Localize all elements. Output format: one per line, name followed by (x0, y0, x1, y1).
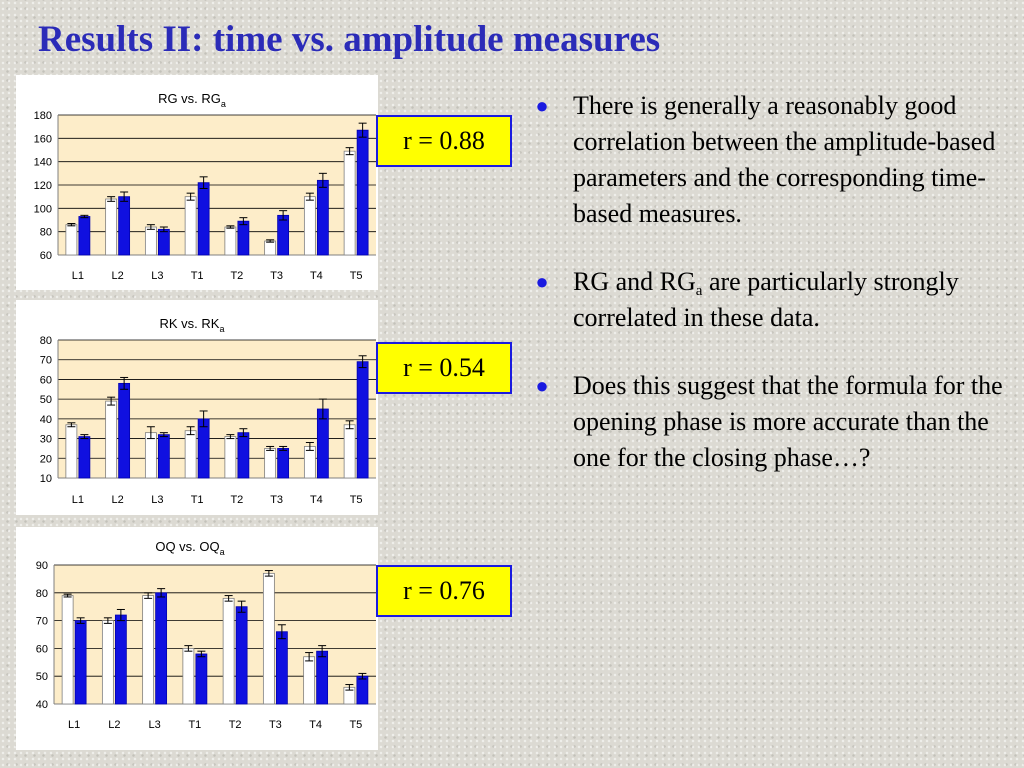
bar-t1-series2 (196, 654, 207, 704)
x-tick-label: T5 (349, 494, 363, 506)
x-tick-label: L3 (151, 494, 164, 506)
bullet-dot-icon: ● (535, 93, 549, 118)
y-tick-label: 50 (35, 671, 48, 684)
x-tick-label: L1 (71, 270, 84, 282)
x-tick-label: L2 (111, 494, 124, 506)
bar-t2-series2 (236, 607, 247, 704)
bar-l3-series1 (145, 433, 156, 478)
x-tick-label: L3 (151, 270, 164, 282)
slide-title: Results II: time vs. amplitude measures (38, 19, 661, 60)
y-tick-label: 60 (35, 643, 48, 656)
bullet-list (532, 88, 1012, 508)
x-tick-label: L3 (148, 719, 161, 731)
chart-panel-rg (16, 75, 378, 290)
bar-t3-series2 (278, 215, 289, 255)
x-tick-label: L1 (71, 494, 84, 506)
chart-title-subscript: a (219, 324, 225, 334)
y-tick-label: 120 (33, 180, 52, 192)
bullet-text: Does this suggest that the formula for the opening phase is more accurate than the one for the closing phase…? (573, 371, 1003, 472)
bar-t2-series2 (238, 433, 249, 478)
bar-l2-series1 (106, 199, 117, 255)
x-tick-label: T1 (190, 270, 204, 282)
bar-l3-series2 (158, 229, 169, 255)
bar-t5-series1 (344, 151, 355, 255)
bullet-dot-icon: ● (535, 373, 549, 398)
bullet-text-part: RG and RG (573, 267, 696, 296)
bar-t2-series1 (223, 598, 234, 704)
bar-l2-series2 (119, 197, 130, 255)
x-tick-label: T3 (270, 494, 284, 506)
bar-t3-series1 (263, 573, 274, 704)
bar-t5-series2 (357, 362, 368, 478)
x-tick-label: T4 (309, 719, 323, 731)
x-tick-label: T1 (190, 494, 204, 506)
correlation-box-rk: r = 0.54 (376, 342, 512, 394)
bar-l3-series2 (156, 593, 167, 704)
bar-l3-series2 (158, 435, 169, 478)
chart-title (155, 539, 224, 557)
y-tick-label: 70 (35, 615, 48, 628)
chart-panel-rk (16, 300, 378, 515)
correlation-box-rg: r = 0.88 (376, 115, 512, 167)
x-tick-label: T1 (188, 719, 202, 731)
x-tick-label: T3 (270, 270, 284, 282)
bullet-text (573, 267, 959, 332)
y-tick-label: 40 (39, 413, 52, 426)
chart-oq (16, 527, 378, 750)
bar-t5-series1 (344, 425, 355, 478)
bar-t1-series2 (198, 419, 209, 478)
x-tick-label: L2 (108, 719, 121, 731)
y-tick-label: 20 (39, 453, 52, 466)
bar-t2-series2 (238, 221, 249, 255)
chart-title (160, 316, 225, 334)
chart-title-subscript: a (220, 99, 226, 109)
bar-l2-series2 (119, 383, 130, 478)
x-tick-label: T4 (309, 270, 323, 282)
chart-rk (16, 300, 378, 515)
y-tick-label: 30 (39, 433, 52, 446)
bar-l1-series1 (66, 225, 77, 255)
bar-l3-series1 (145, 227, 156, 255)
bar-t2-series1 (225, 227, 236, 255)
y-tick-label: 90 (35, 560, 48, 572)
bar-t2-series1 (225, 437, 236, 478)
bar-t4-series2 (317, 180, 328, 255)
bullet-dot-icon: ● (535, 269, 549, 294)
y-tick-label: 140 (33, 156, 52, 169)
bar-l1-series2 (79, 437, 90, 478)
bar-l1-series1 (66, 425, 77, 478)
y-tick-label: 40 (35, 699, 48, 711)
correlation-box-oq: r = 0.76 (376, 565, 512, 617)
y-tick-label: 180 (33, 110, 52, 122)
y-tick-label: 50 (39, 394, 52, 407)
y-tick-label: 80 (35, 587, 48, 600)
subscript: a (695, 283, 703, 299)
bar-t4-series2 (317, 651, 328, 704)
bullet-item (532, 368, 1012, 476)
x-tick-label: T2 (230, 494, 244, 506)
y-tick-label: 80 (39, 226, 52, 239)
bar-t4-series1 (304, 197, 315, 255)
bar-t5-series2 (357, 676, 368, 704)
bar-t5-series2 (357, 130, 368, 255)
chart-title-main: RK vs. RK (159, 316, 220, 331)
x-tick-label: T4 (309, 494, 323, 506)
bar-l1-series2 (79, 217, 90, 256)
bar-l3-series1 (143, 596, 154, 704)
chart-title-subscript: a (219, 547, 225, 557)
chart-rg (16, 75, 378, 290)
y-tick-label: 100 (33, 203, 52, 216)
chart-panel-oq (16, 527, 378, 750)
y-tick-label: 60 (39, 374, 52, 387)
x-tick-label: T5 (349, 719, 363, 731)
bullet-item (532, 264, 1012, 336)
y-tick-label: 80 (39, 335, 52, 347)
bar-l1-series1 (62, 596, 73, 704)
bar-t3-series1 (265, 448, 276, 478)
bar-l2-series1 (106, 401, 117, 478)
bullet-text: There is generally a reasonably good correlation between the amplitude-based parameters and the corresponding time-based measures. (573, 91, 996, 228)
bar-t3-series2 (276, 632, 287, 704)
y-tick-label: 70 (39, 354, 52, 367)
y-tick-label: 10 (39, 473, 52, 485)
chart-title (158, 91, 226, 109)
chart-title-main: RG vs. RG (158, 91, 221, 106)
x-tick-label: T3 (268, 719, 282, 731)
bar-t4-series1 (304, 446, 315, 478)
x-tick-label: L1 (68, 719, 81, 731)
bar-t1-series1 (185, 197, 196, 255)
bar-t1-series1 (183, 648, 194, 704)
bar-t1-series2 (198, 183, 209, 255)
x-tick-label: T2 (228, 719, 242, 731)
bar-t3-series1 (265, 241, 276, 255)
chart-title-main: OQ vs. OQ (155, 539, 220, 554)
bullet-text-part: are particularly strongly correlated in these data. (573, 267, 959, 332)
bullet-item (532, 88, 1012, 232)
bar-l1-series2 (75, 621, 86, 704)
x-tick-label: T2 (230, 270, 244, 282)
x-tick-label: L2 (111, 270, 124, 282)
y-tick-label: 60 (39, 250, 52, 262)
bar-t1-series1 (185, 431, 196, 478)
y-tick-label: 160 (33, 133, 52, 146)
bar-l2-series2 (115, 615, 126, 704)
bar-t3-series2 (278, 448, 289, 478)
bar-l2-series1 (102, 621, 113, 704)
bar-t4-series1 (304, 657, 315, 704)
x-tick-label: T5 (349, 270, 363, 282)
